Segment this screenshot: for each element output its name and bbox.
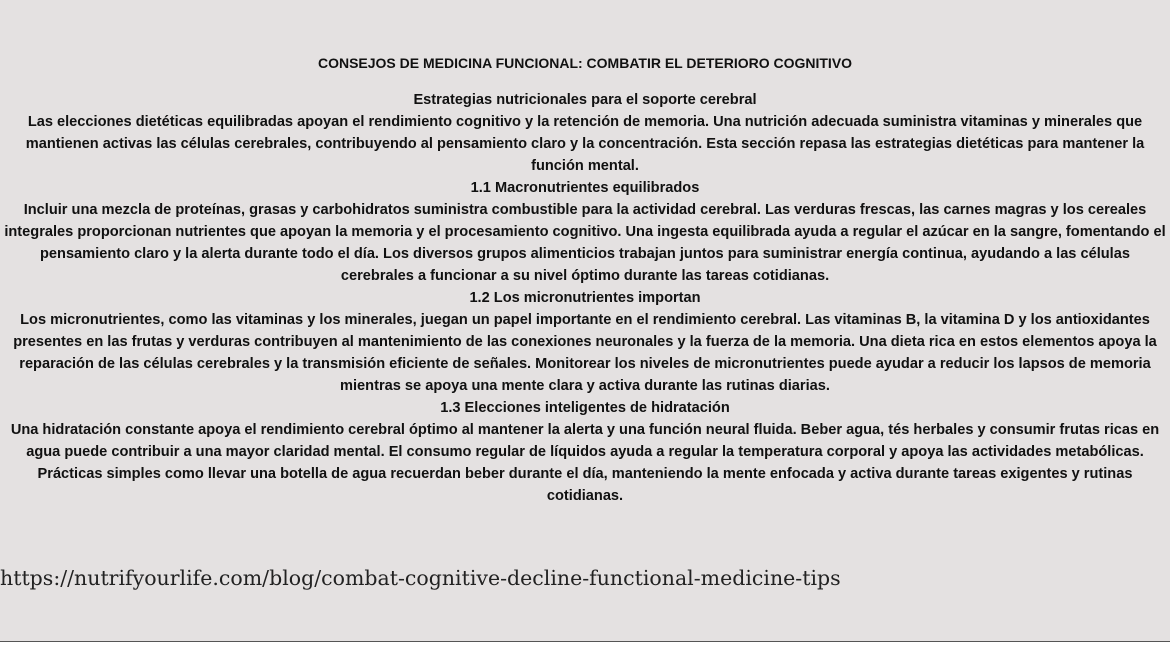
section-hydration <box>0 397 1170 507</box>
source-url-link[interactable]: https://nutrifyourlife.com/blog/combat-cognitive-decline-functional-medicine-tips <box>0 566 841 590</box>
section-macronutrients <box>0 177 1170 287</box>
section-nutrition-strategies <box>0 89 1170 177</box>
section-paragraph: Una hidratación constante apoya el rendimiento cerebral óptimo al mantener la alerta y una función neural fluida. Beber agua, tés herbales y consumir frutas ricas en agua puede contribuir a una mayor claridad mental. El consumo regular de líquidos ayuda a regular la temperatura corporal y apoya las actividades metabólicas. Prácticas simples como llevar una botella de agua recuerdan beber durante el día, manteniendo la mente enfocada y activa durante tareas exigentes y rutinas cotidianas. <box>10 422 1160 504</box>
section-heading: Estrategias nutricionales para el soporte cerebral <box>413 92 757 108</box>
section-heading: 1.3 Elecciones inteligentes de hidratación <box>440 400 730 416</box>
section-paragraph: Incluir una mezcla de proteínas, grasas y carbohidratos suministra combustible para la actividad cerebral. Las verduras frescas, las carnes magras y los cereales integrales proporcionan nutrientes que apoyan la memoria y el procesamiento cognitivo. Una ingesta equilibrada ayuda a regular el azúcar en la sangre, fomentando el pensamiento claro y la alerta durante todo el día. Los diversos grupos alimenticios trabajan juntos para suministrar energía continua, ayudando a las células cerebrales a funcionar a su nivel óptimo durante las tareas cotidianas. <box>4 202 1166 284</box>
section-heading: 1.2 Los micronutrientes importan <box>469 290 701 306</box>
section-micronutrients <box>0 287 1170 397</box>
section-heading: 1.1 Macronutrientes equilibrados <box>470 180 700 196</box>
section-paragraph: Los micronutrientes, como las vitaminas y los minerales, juegan un papel importante en el rendimiento cerebral. Las vitaminas B, la vitamina D y los antioxidantes presentes en las frutas y verduras contribuyen al mantenimiento de las conexiones neuronales y la fuerza de la memoria. Una dieta rica en estos elementos apoya la reparación de las células cerebrales y la transmisión eficiente de señales. Monitorear los niveles de micronutrientes puede ayudar a reducir los lapsos de memoria mientras se apoya una mente clara y activa durante las rutinas diarias. <box>13 312 1157 394</box>
section-paragraph: Las elecciones dietéticas equilibradas apoyan el rendimiento cognitivo y la retención de memoria. Una nutrición adecuada suministra vitaminas y minerales que mantienen activas las células cerebrales, contribuyendo al pensamiento claro y la concentración. Esta sección repasa las estrategias dietéticas para mantener la función mental. <box>25 114 1145 174</box>
bottom-band <box>0 642 1170 649</box>
document-title: CONSEJOS DE MEDICINA FUNCIONAL: COMBATIR EL DETERIORO COGNITIVO <box>317 55 853 71</box>
document-body <box>0 54 1170 507</box>
